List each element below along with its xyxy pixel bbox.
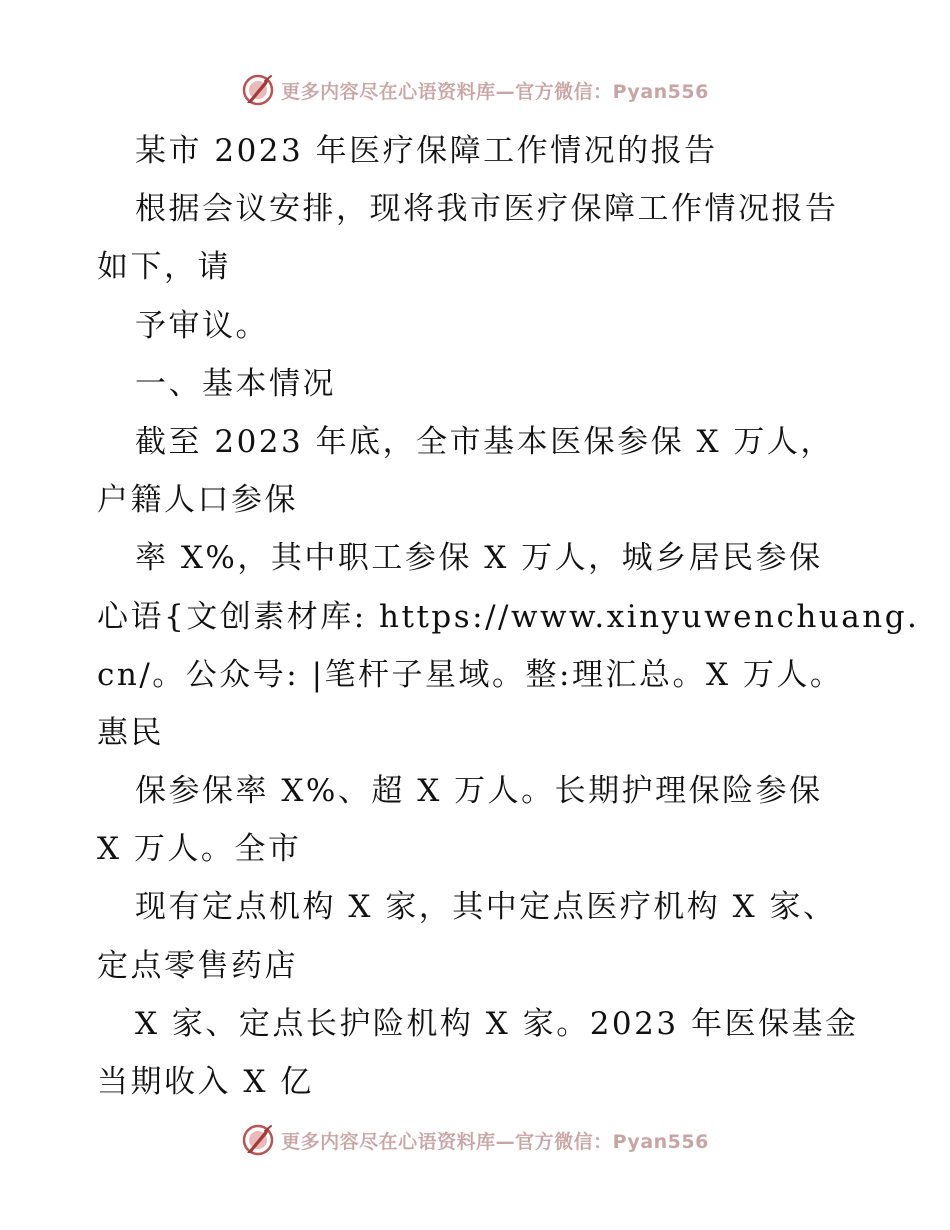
text-line: 心语{文创素材库: https://www.xinyuwenchuang. [97,598,920,635]
text-line: 根据会议安排，现将我市医疗保障工作情况报告 [135,191,839,228]
text-line: 惠民 [97,714,164,751]
text-line: cn/。公众号: |笔杆子星域。整:理汇总。X 万人。 [97,656,844,693]
watermark-text: 更多内容尽在心语资料库—官方微信：Pyan556 [281,80,709,103]
text-line: 一、基本情况 [135,365,336,402]
watermark-group [241,1123,709,1157]
watermark-group [241,73,709,107]
text-line: 定点零售药店 [97,947,298,984]
text-line: 率 X%，其中职工参保 X 万人，城乡居民参保 [135,540,823,577]
footer-watermark-banner [0,1122,950,1158]
text-line: 截至 2023 年底，全市基本医保参保 X 万人， [135,423,834,460]
text-line: X 家、定点长护险机构 X 家。2023 年医保基金 [135,1005,859,1042]
text-line: 如下，请 [97,249,231,286]
document-body [97,122,920,1111]
quill-logo-icon [241,73,275,107]
text-line: 予审议。 [135,307,269,344]
text-line: X 万人。全市 [97,831,302,868]
quill-logo-icon [241,1123,275,1157]
text-line: 保参保率 X%、超 X 万人。长期护理保险参保 [135,773,823,810]
text-line: 当期收入 X 亿 [97,1064,314,1100]
watermark-text: 更多内容尽在心语资料库—官方微信：Pyan556 [281,1130,709,1153]
text-line: 户籍人口参保 [97,482,298,519]
header-watermark-banner [0,72,950,108]
text-line: 某市 2023 年医疗保障工作情况的报告 [135,133,718,169]
text-line: 现有定点机构 X 家，其中定点医疗机构 X 家、 [135,889,837,926]
